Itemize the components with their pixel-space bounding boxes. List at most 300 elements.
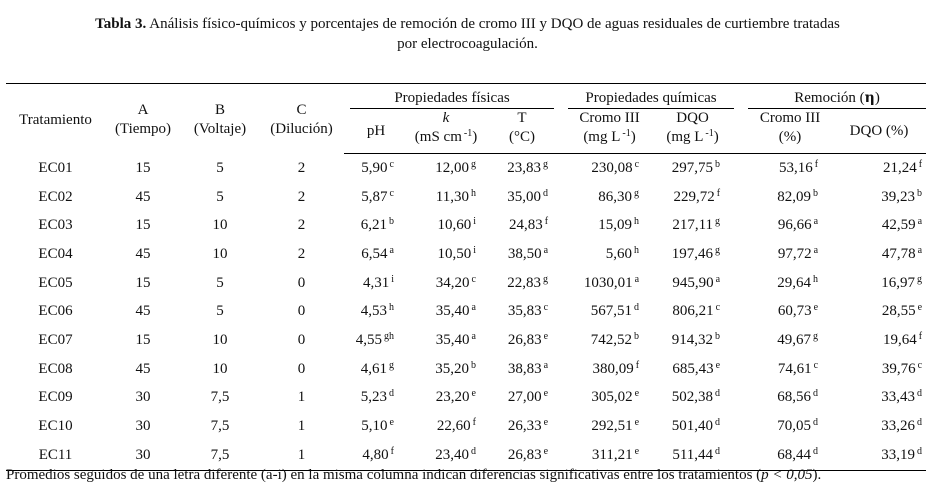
gap [734,240,748,269]
cell-value: 26,83 [507,446,542,463]
cell-value: 28,55 [881,303,916,320]
header-b-sub: (Voltaje) [193,121,247,138]
significance-letter: d [715,417,721,429]
significance-letter: a [813,244,819,256]
cell-cr [568,154,651,183]
cell-value: 38,50 [507,245,542,262]
gap [554,109,568,154]
header-k-unit-exp: -1 [463,128,473,139]
significance-letter: e [634,445,640,457]
cell-rdqo [832,297,926,326]
cell-value: 305,02 [591,389,633,406]
cell-value: 1030,01 [583,274,633,291]
table-caption [0,14,935,54]
header-c-label: C [296,102,307,119]
cell-dqo [651,412,734,441]
significance-letter: e [543,445,549,457]
header-remocion-label: Remoción ( [794,90,865,106]
significance-letter: g [471,158,476,170]
cell-rdqo [832,183,926,212]
table-row [6,154,926,183]
significance-letter: b [917,187,923,199]
table-row [6,441,926,470]
header-dqo-label: DQO [676,110,709,126]
table-row [6,240,926,269]
cell-ph [350,412,402,441]
cell-cr [568,183,651,212]
cell-k [402,326,490,355]
gap [554,240,568,269]
cell-ph [350,183,402,212]
table-row [6,412,926,441]
header-a-label: A [137,102,149,119]
gap [734,84,748,109]
significance-letter: f [814,158,819,170]
cell-t [490,154,554,183]
significance-letter: c [389,187,394,199]
cell-t [490,326,554,355]
significance-letter: f [918,330,923,342]
cell-value: 70,05 [777,418,812,435]
cell-ph [350,441,402,470]
cell-value: 567,51 [590,303,633,320]
significance-letter: d [917,388,923,400]
cell-value: 742,52 [590,331,633,348]
gap [554,297,568,326]
cell-value: 511,44 [672,446,714,463]
cell-dqo [651,441,734,470]
cell-rcr [748,297,832,326]
cell-value: 12,00 [435,159,469,176]
cell-id: EC11 [6,441,105,470]
cell-value: 5,90 [361,159,388,176]
cell-value: 39,76 [881,360,916,377]
cell-b: 7,5 [210,389,230,406]
cell-value: 4,55 [355,331,382,348]
cell-rdqo [832,412,926,441]
cell-dqo [651,269,734,298]
footnote-text: Promedios seguidos de una letra diferente (a-i) en la misma columna indican diferencias significativas entre los tratamientos ( [6,467,762,483]
cell-t [490,240,554,269]
cell-value: 6,54 [361,245,388,262]
cell-rcr [748,154,832,183]
header-rem-cromo [748,109,832,154]
cell-dqo [651,297,734,326]
cell-cr [568,326,651,355]
cell-value: 23,20 [435,389,470,406]
cell-dqo [651,240,734,269]
significance-letter: d [813,417,819,429]
cell-ph [350,269,402,298]
cell-value: 15,09 [598,217,633,234]
cell-c: 2 [297,217,306,234]
significance-letter: g [715,244,721,256]
significance-letter: a [813,216,819,228]
significance-letter: e [389,417,394,429]
footnote [6,467,821,484]
significance-letter: f [390,445,394,457]
cell-value: 229,72 [673,188,715,205]
cell-value: 96,66 [777,217,812,234]
cell-value: 47,78 [881,245,916,262]
gap [554,84,568,109]
gap [734,355,748,384]
cell-k [402,269,490,298]
caption-label: Tabla 3. [95,16,147,32]
cell-id: EC04 [38,245,73,262]
gap [734,269,748,298]
cell-rdqo [832,384,926,413]
significance-letter: e [634,388,640,400]
cell-ph [350,154,402,183]
cell-id: EC05 [38,274,73,291]
cell-value: 806,21 [672,303,714,320]
header-dqo-unit-end: ) [713,129,719,145]
header-tratamiento: Tratamiento [6,84,105,154]
cell-id: EC08 [38,360,73,377]
cell-rcr [748,355,832,384]
cell-value: 97,72 [777,245,812,262]
cell-k [402,297,490,326]
gap [734,211,748,240]
significance-letter: d [715,388,721,400]
significance-letter: h [813,273,819,285]
significance-letter: c [389,158,394,170]
cell-b: 5 [216,188,224,205]
header-cromo-unit-exp: -1 [622,128,631,139]
cell-value: 4,61 [360,360,387,377]
cell-value: 11,30 [435,188,469,205]
significance-letter: d [471,445,476,457]
cell-value: 311,21 [591,446,633,463]
cell-value: 35,83 [507,303,542,320]
cell-value: 27,00 [507,389,542,406]
gap [734,297,748,326]
cell-b: 10 [212,331,228,348]
significance-letter: h [471,187,476,199]
significance-letter: e [543,388,549,400]
header-t [490,109,554,154]
cell-value: 16,97 [881,274,916,291]
header-b-label: B [214,102,225,119]
significance-letter: h [389,302,394,314]
cell-value: 23,83 [507,159,542,176]
cell-value: 22,83 [507,274,542,291]
cell-b: 10 [212,217,228,234]
cell-value: 68,44 [777,446,812,463]
cell-dqo [651,211,734,240]
significance-letter: c [917,359,923,371]
cell-rdqo [832,355,926,384]
cell-value: 914,32 [671,331,714,348]
cell-value: 33,26 [881,418,916,435]
significance-letter: b [715,330,721,342]
cell-b: 5 [216,303,224,320]
cell-value: 5,60 [605,245,633,262]
cell-c: 1 [297,418,306,435]
significance-letter: c [543,302,549,314]
significance-letter: e [543,330,549,342]
cell-t [490,441,554,470]
significance-letter: h [634,244,640,256]
significance-letter: d [715,445,721,457]
cell-value: 39,23 [881,188,916,205]
gap [554,412,568,441]
cell-id: EC09 [38,389,73,406]
significance-letter: e [715,359,721,371]
cell-value: 21,24 [882,159,917,176]
cell-value: 35,00 [507,188,542,205]
cell-id: EC06 [38,303,73,320]
significance-letter: g [715,216,721,228]
gap [734,183,748,212]
cell-ph [350,211,402,240]
significance-letter: e [813,302,819,314]
cell-value: 38,83 [507,360,542,377]
cell-value: 4,80 [362,446,389,463]
significance-letter: i [473,216,476,228]
cell-a: 45 [135,188,151,205]
gap [734,109,748,154]
cell-rdqo [832,154,926,183]
header-a-sub: (Tiempo) [114,121,172,138]
cell-cr [568,240,651,269]
cell-value: 4,31 [362,274,390,291]
cell-value: 685,43 [672,360,714,377]
cell-rcr [748,412,832,441]
header-t-label: T [517,110,527,126]
cell-c: 0 [297,303,306,320]
significance-letter: g [917,273,923,285]
header-remocion-end: ) [874,90,880,106]
cell-ph [350,297,402,326]
cell-value: 35,40 [435,331,470,348]
gap [734,384,748,413]
header-dqo-unit: (mg L [666,129,704,145]
significance-letter: i [391,273,394,285]
header-cromo [568,109,651,154]
cell-a: 15 [135,217,151,234]
cell-dqo [651,183,734,212]
cell-c: 2 [297,188,306,205]
caption-line-2: por electrocoagulación. [397,36,538,52]
cell-value: 217,11 [672,217,714,234]
significance-letter: f [635,359,640,371]
cell-value: 380,09 [592,360,634,377]
header-k-unit-end: ) [472,129,478,145]
cell-value: 33,43 [881,389,916,406]
cell-rcr [748,441,832,470]
gap [734,412,748,441]
header-group-fisicas: Propiedades físicas [350,84,554,109]
header-a [105,84,181,154]
cell-rcr [748,269,832,298]
cell-value: 5,23 [360,389,387,406]
significance-letter: a [715,273,721,285]
cell-rcr [748,326,832,355]
cell-dqo [651,384,734,413]
cell-rdqo [832,240,926,269]
cell-a: 30 [135,389,151,406]
cell-b: 7,5 [210,418,230,435]
cell-value: 35,20 [435,360,469,377]
cell-c: 2 [297,159,306,176]
table-body [6,154,926,471]
significance-letter: b [634,330,640,342]
cell-k [402,441,490,470]
cell-ph [350,384,402,413]
significance-letter: d [917,445,923,457]
significance-letter: g [543,273,549,285]
header-cromo-unit-end: ) [630,129,636,145]
gap [734,441,748,470]
cell-b: 10 [212,245,228,262]
table-row [6,269,926,298]
cell-dqo [651,355,734,384]
cell-a: 15 [135,274,151,291]
cell-c: 0 [297,274,306,291]
gap [554,441,568,470]
cell-k [402,154,490,183]
cell-a: 30 [135,418,151,435]
cell-id: EC03 [38,217,73,234]
header-group-remocion [748,84,926,109]
cell-value: 502,38 [671,389,714,406]
cell-a: 30 [105,441,181,470]
header-k [402,109,490,154]
caption-line-1: Análisis físico-químicos y porcentajes de remoción de cromo III y DQO de aguas residuales de curtiembre tratadas [149,16,840,32]
significance-letter: d [634,302,640,314]
significance-letter: g [813,330,819,342]
table-row [6,326,926,355]
header-row-1 [6,84,926,109]
cell-ph [350,355,402,384]
significance-letter: c [813,359,819,371]
cell-cr [568,355,651,384]
significance-letter: b [389,216,394,228]
cell-a: 45 [135,245,151,262]
cell-rdqo [832,326,926,355]
cell-value: 4,53 [360,303,387,320]
significance-letter: a [917,216,923,228]
cell-k [402,412,490,441]
significance-letter: d [543,187,549,199]
cell-value: 35,40 [435,303,470,320]
cell-value: 53,16 [778,159,813,176]
header-cromo-label: Cromo III [579,110,640,126]
header-k-label: k [442,110,450,126]
cell-k [402,355,490,384]
cell-value: 10,60 [437,217,472,234]
header-c [259,84,344,154]
footnote-end: ). [812,467,822,483]
significance-letter: e [634,417,640,429]
cell-value: 60,73 [777,303,812,320]
cell-value: 5,87 [361,188,388,205]
significance-letter: c [715,302,721,314]
significance-letter: d [813,388,819,400]
significance-letter: e [471,388,476,400]
cell-value: 22,60 [436,418,471,435]
cell-t [490,384,554,413]
significance-letter: a [917,244,923,256]
significance-letter: a [634,273,640,285]
significance-letter: a [471,330,476,342]
significance-letter: f [918,158,923,170]
significance-letter: d [389,388,394,400]
header-rem-cromo-unit: (%) [778,129,802,145]
table-row [6,211,926,240]
significance-letter: g [389,359,394,371]
gap [554,183,568,212]
cell-id: EC07 [38,331,73,348]
cell-value: 29,64 [777,274,812,291]
cell-value: 26,83 [507,331,542,348]
significance-letter: d [917,417,923,429]
cell-a: 45 [135,360,151,377]
cell-value: 23,40 [435,446,469,463]
significance-letter: b [715,158,721,170]
results-table [6,83,926,471]
cell-c: 0 [297,360,306,377]
cell-value: 26,33 [507,418,542,435]
gap [554,355,568,384]
cell-rdqo [832,441,926,470]
cell-rcr [748,211,832,240]
significance-letter: e [543,417,549,429]
gap [554,384,568,413]
cell-value: 82,09 [777,188,812,205]
cell-dqo [651,154,734,183]
cell-value: 5,10 [361,418,388,435]
cell-value: 42,59 [881,217,916,234]
cell-value: 74,61 [777,360,812,377]
cell-b: 7,5 [181,441,259,470]
significance-letter: b [813,187,819,199]
cell-t [490,297,554,326]
cell-k [402,183,490,212]
cell-k [402,211,490,240]
cell-cr [568,412,651,441]
cell-t [490,412,554,441]
significance-letter: a [389,244,394,256]
significance-letter: b [471,359,476,371]
significance-letter: gh [384,330,394,342]
cell-rcr [748,183,832,212]
cell-c: 1 [297,389,306,406]
significance-letter: a [543,244,549,256]
cell-c: 1 [259,441,344,470]
footnote-p: p < 0,05 [761,467,813,483]
significance-letter: g [634,187,640,199]
significance-letter: c [634,158,640,170]
header-c-sub: (Dilución) [270,121,333,138]
cell-dqo [651,326,734,355]
significance-letter: f [472,417,476,429]
cell-value: 10,50 [437,245,472,262]
cell-c: 2 [297,245,306,262]
cell-t [490,355,554,384]
cell-value: 297,75 [671,159,714,176]
header-cromo-unit: (mg L [583,129,621,145]
gap [734,154,748,183]
significance-letter: e [917,302,923,314]
cell-value: 6,21 [360,217,387,234]
header-remocion-eta: η [864,90,875,106]
cell-cr [568,269,651,298]
significance-letter: f [716,187,721,199]
cell-b: 5 [216,274,224,291]
